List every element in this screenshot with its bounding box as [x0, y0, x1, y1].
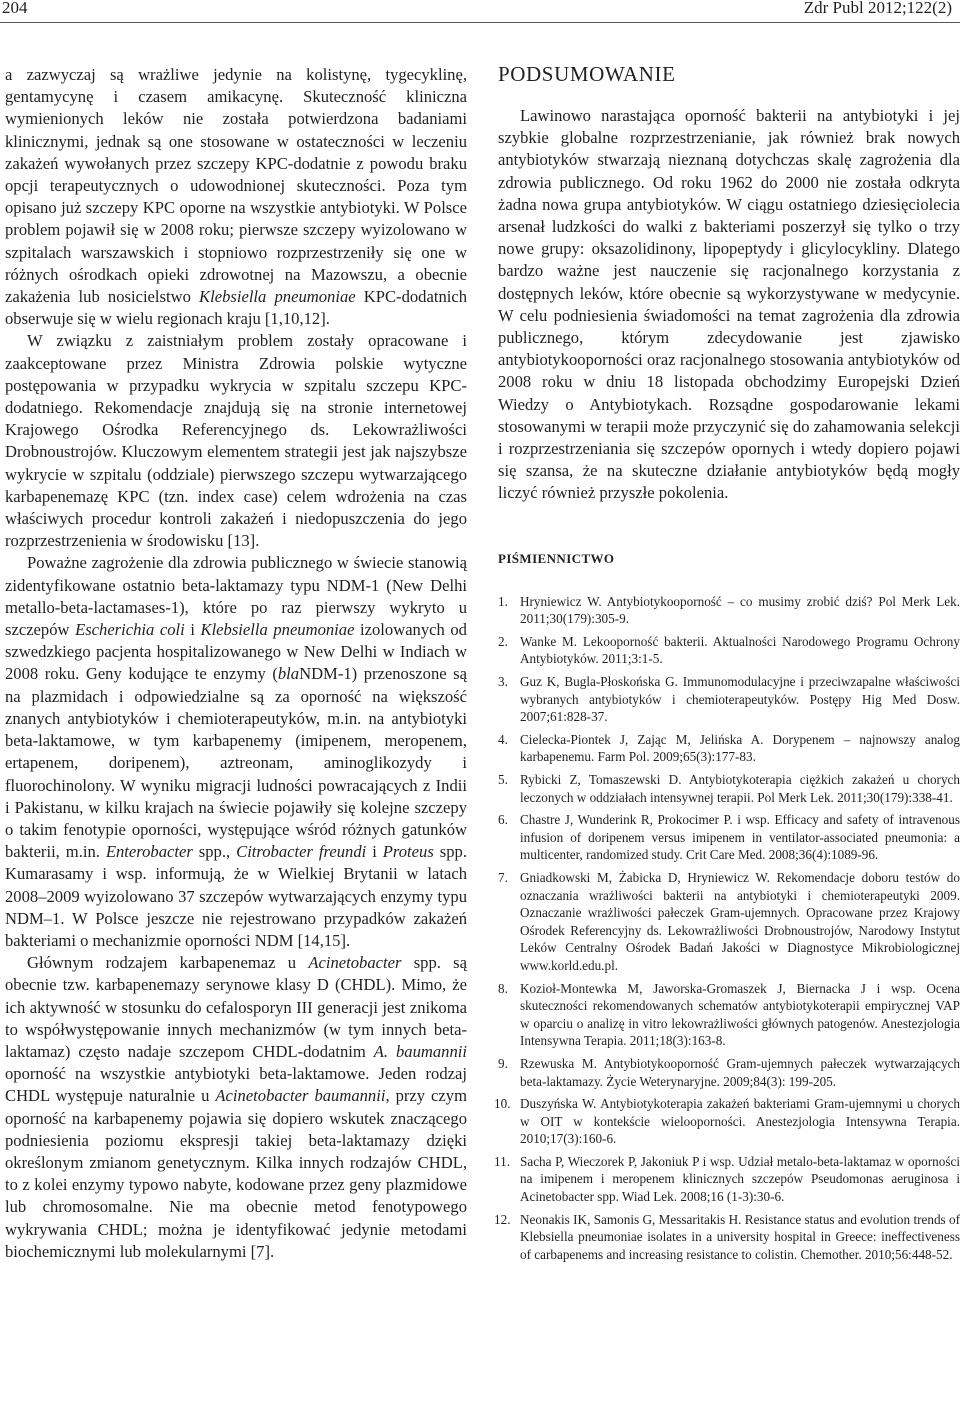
reference-item — [498, 633, 960, 668]
reference-item — [498, 811, 960, 864]
reference-number: 10. — [494, 1096, 511, 1112]
summary-paragraph: Lawinowo narastająca oporność bakterii na antybiotyki i jej szybkie globalne rozprzestrzenianie, jak również brak nowych antybiotyków stwarzają nieznaną dotychczas skalę zagrożenia dla zdrowia publicznego. Od roku 1962 do 2000 nie została odkryta żadna nowa grupa antybiotyków. W ciągu ostatniego dziesięciolecia arsenał ludzkości do walki z bakteriami poszerzył się tylko o trzy nowe grupy: oksazolidinony, lipopeptydy i glicylocykliny. Dlatego bardzo ważne jest nauczenie się racjonalnego korzystania z dostępnych leków, które obecnie są wykorzystywane w medycynie. W celu podniesienia świadomości na temat zagrożenia dla zdrowia publicznego, którym zdecydowanie jest zjawisko antybiotykooporności oraz racjonalnego stosowania antybiotyków od 2008 roku w dniu 18 listopada obchodzimy Europejski Dzień Wiedzy o Antybiotykach. Rozsądne gospodarowanie lekami stosowanymi w terapii może przyczynić się do zahamowania selekcji i rozprzestrzeniania się szczepów opornych i wtedy dopiero pojawi się szansa, że na skuteczne działanie antybiotyków będą mogły liczyć również przyszłe pokolenia. — [498, 106, 960, 503]
body-paragraph: Poważne zagrożenie dla zdrowia publicznego w świecie stanowią zidentyfikowane ostatnio beta-laktamazy typu NDM-1 (New Delhi metallo-beta-lactamases-1), które po raz pierwszy wykryto u szczepów Escherichia coli i Klebsiella pneumoniae izolowanych od szwedzkiego pacjenta hospitalizowanego w New Delhi w Indiach w 2008 roku. Geny kodujące te enzymy (blaNDM-1) przenoszone są na plazmidach i odpowiedzialne są za oporność na większość znanych antybiotyków i chemioterapeutyków, m.in. na antybiotyki beta-laktamowe, w tym karbapenemy (imipenem, meropenem, ertapenem, doripenem), aztreonam, aminoglikozydy i fluorochinolony. W wyniku migracji ludności powracających z Indii i Pakistanu, w kilku krajach na świecie pojawiły się kolejne szczepy o takim fenotypie oporności, występujące wśród różnych gatunków bakterii, m.in. Enterobacter spp., Citrobacter freundi i Proteus spp. Kumarasamy i wsp. informują, że w Wielkiej Brytanii w latach 2008–2009 wyizolowano 37 szczepów wytwarzających enzymy typu NDM–1. W Polsce jeszcze nie rejestrowano przypadków zakażeń bakteriami o mechanizmie oporności NDM [14,15]. — [5, 553, 467, 950]
body-paragraph: a zazwyczaj są wrażliwe jedynie na kolistynę, tygecyklinę, gentamycynę i czasem amikacynę. Skuteczność kliniczna wymienionych leków nie została potwierdzona badaniami klinicznymi, jednak są one stosowane w ostateczności w leczeniu zakażeń wywołanych przez szczepy KPC-dodatnie z powodu braku opcji terapeutycznych o udowodnionej skuteczności. Poza tym opisano już szczepy KPC oporne na wszystkie antybiotyki. W Polsce problem pojawił się w 2008 roku; pierwsze szczepy wyizolowano w szpitalach warszawskich i stopniowo rozprzestrzeniły się one w różnych ośrodkach opieki zdrowotnej na Mazowszu, a obecnie zakażenia lub nosicielstwo Klebsiella pneumoniae KPC-dodatnich obserwuje się w wielu regionach kraju [1,10,12]. — [5, 65, 468, 329]
reference-number: 6. — [498, 812, 508, 828]
reference-number: 3. — [498, 674, 508, 690]
header-rule — [0, 22, 960, 23]
reference-text: Rybicki Z, Tomaszewski D. Antybiotykoterapia ciężkich zakażeń u chorych leczonych w oddziałach intensywnej terapii. Pol Merk Lek. 2011;30(179):338-41. — [520, 772, 960, 805]
running-header — [0, 0, 960, 20]
reference-item — [498, 980, 960, 1050]
reference-number: 11. — [494, 1153, 510, 1169]
reference-list — [494, 593, 960, 1264]
reference-number: 2. — [498, 633, 508, 649]
reference-text: Chastre J, Wunderink R, Prokocimer P. i wsp. Efficacy and safety of intravenous infusion of doripenem versus imipenem in ventilator-associated pneumonia: a multicenter, randomized study. Crit Care Med. 2008;36(4):1089-96. — [520, 812, 960, 863]
right-column — [494, 62, 960, 1268]
reference-text: Wanke M. Lekooporność bakterii. Aktualności Narodowego Programu Ochrony Antybiotyków. 2011;3:1-5. — [520, 633, 960, 667]
left-column — [5, 64, 467, 1263]
reference-text: Kozioł-Montewka M, Jaworska-Gromaszek J, Biernacka J i wsp. Ocena skuteczności rekomendowanych schematów antybiotykoterapii empirycznej VAP w oparciu o analizę in vitro lekowrażliwości głównych patogenów. Anestezjologia Intensywna Terapia. 2011;18(3):163-8. — [520, 980, 960, 1049]
reference-text: Guz K, Bugla-Płoskońska G. Immunomodulacyjne i przeciwzapalne właściwości wybranych antybiotyków i chemioterapeutyków. Postępy Hig Med Dosw. 2007;61:828-37. — [520, 674, 960, 725]
reference-item — [498, 771, 960, 806]
reference-item — [498, 673, 960, 726]
reference-item — [498, 1055, 960, 1090]
reference-text: Cielecka-Piontek J, Zając M, Jelińska A. Dorypenem – najnowszy analog karbapenemu. Farm Pol. 2009;65(3):177-83. — [520, 731, 960, 765]
body-paragraph: W związku z zaistniałym problem zostały opracowane i zaakceptowane przez Ministra Zdrowia polskie wytyczne postępowania w przypadku wykrycia w szpitalu szczepu KPC-dodatniego. Rekomendacje znajdują się na stronie internetowej Krajowego Ośrodka Referencyjnego ds. Lekowrażliwości Drobnoustrojów. Kluczowym elementem strategii jest jak najszybsze wykrycie w szpitalu (oddziale) pierwszego szczepu wytwarzającego karbapenemazę KPC (tzn. index case) celem wdrożenia na czas właściwych procedur kontroli zakażeń i niedopuszczenia do jego rozprzestrzenienia w środowisku [13]. — [5, 331, 467, 551]
body-paragraph: Głównym rodzajem karbapenemaz u Acinetobacter spp. są obecnie tzw. karbapenemazy serynowe klasy D (CHDL). Mimo, że ich aktywność w stosunku do cefalosporyn III generacji jest znikoma to współwystępowanie innych mechanizmów (w tym innych beta-laktamaz) często nadaje szczepom CHDL-dodatnim A. baumannii oporność na wszystkie antybiotyki beta-laktamowe. Jeden rodzaj CHDL występuje naturalnie u Acinetobacter baumannii, przy czym oporność na karbapenemy pojawia się dopiero wskutek znaczącego podniesienia poziomu ekspresji takiej beta-laktamazy dzięki określonym zmianom genetycznym. Kilka innych rodzajów CHDL, to z kolei enzymy typowo nabyte, kodowane przez geny plazmidowe lub chromosomalne. Nie ma obecnie metod fenotypowego wykrywania CHDL; można je identyfikować jedynie metodami biochemicznymi lub molekularnymi [7]. — [5, 953, 468, 1261]
reference-number: 9. — [498, 1055, 508, 1071]
reference-text: Neonakis IK, Samonis G, Messaritakis H. Resistance status and evolution trends of Klebsiella pneumoniae isolates in a university hospital in Greece: ineffectiveness of carbapenems and increasing resistance to colistin. Chemother. 2010;56:448-52. — [520, 1211, 960, 1262]
reference-item — [498, 593, 960, 628]
reference-number: 8. — [498, 980, 508, 996]
reference-item — [494, 1153, 960, 1206]
reference-item — [494, 1095, 960, 1148]
reference-number: 7. — [498, 869, 508, 885]
reference-item — [498, 869, 960, 975]
reference-text: Gniadkowski M, Żabicka D, Hryniewicz W. Rekomendacje doboru testów do oznaczania wrażliwości bakterii na antybiotyki i chemioterapeutyki 2009. Oznaczanie wrażliwości pałeczek Gram-ujemnych. Opracowane przez Krajowy Ośrodek Referencyjny ds. Lekowrażliwości Drobnoustrojów, Narodowy Instytut Leków Centralny Ośrodek Badań Jakości w Diagnostyce Mikrobiologicznej www.korld.edu.pl. — [520, 869, 960, 973]
reference-item — [494, 1211, 960, 1264]
reference-text: Rzewuska M. Antybiotykooporność Gram-ujemnych pałeczek wytwarzających beta-laktamazy. Życie Weterynaryjne. 2009;84(3): 199-205. — [520, 1055, 960, 1089]
page-number: 204 — [2, 0, 28, 17]
reference-number: 5. — [498, 772, 508, 787]
summary-heading: PODSUMOWANIE — [498, 62, 676, 86]
reference-number: 4. — [498, 731, 508, 747]
reference-text: Duszyńska W. Antybiotykoterapia zakażeń bakteriami Gram-ujemnymi u chorych w OIT w kontekście wielooporności. Anestezjologia Intensywna Terapia. 2010;17(3):160-6. — [520, 1096, 960, 1147]
reference-item — [498, 731, 960, 766]
references-heading: PIŚMIENNICTWO — [498, 550, 615, 566]
reference-text: Sacha P, Wieczorek P, Jakoniuk P i wsp. Udział metalo-beta-laktamaz w oporności na imipenem i meropenem klinicznych szczepów Pseudomonas aeruginosa i Acinetobacter spp. Wiad Lek. 2008;16 (1-3):30-6. — [520, 1153, 960, 1205]
reference-number: 12. — [494, 1211, 511, 1227]
reference-text: Hryniewicz W. Antybiotykooporność – co musimy zrobić dziś? Pol Merk Lek. 2011;30(179):305-9. — [520, 593, 960, 627]
reference-number: 1. — [498, 593, 508, 609]
journal-citation: Zdr Publ 2012;122(2) — [803, 0, 952, 17]
